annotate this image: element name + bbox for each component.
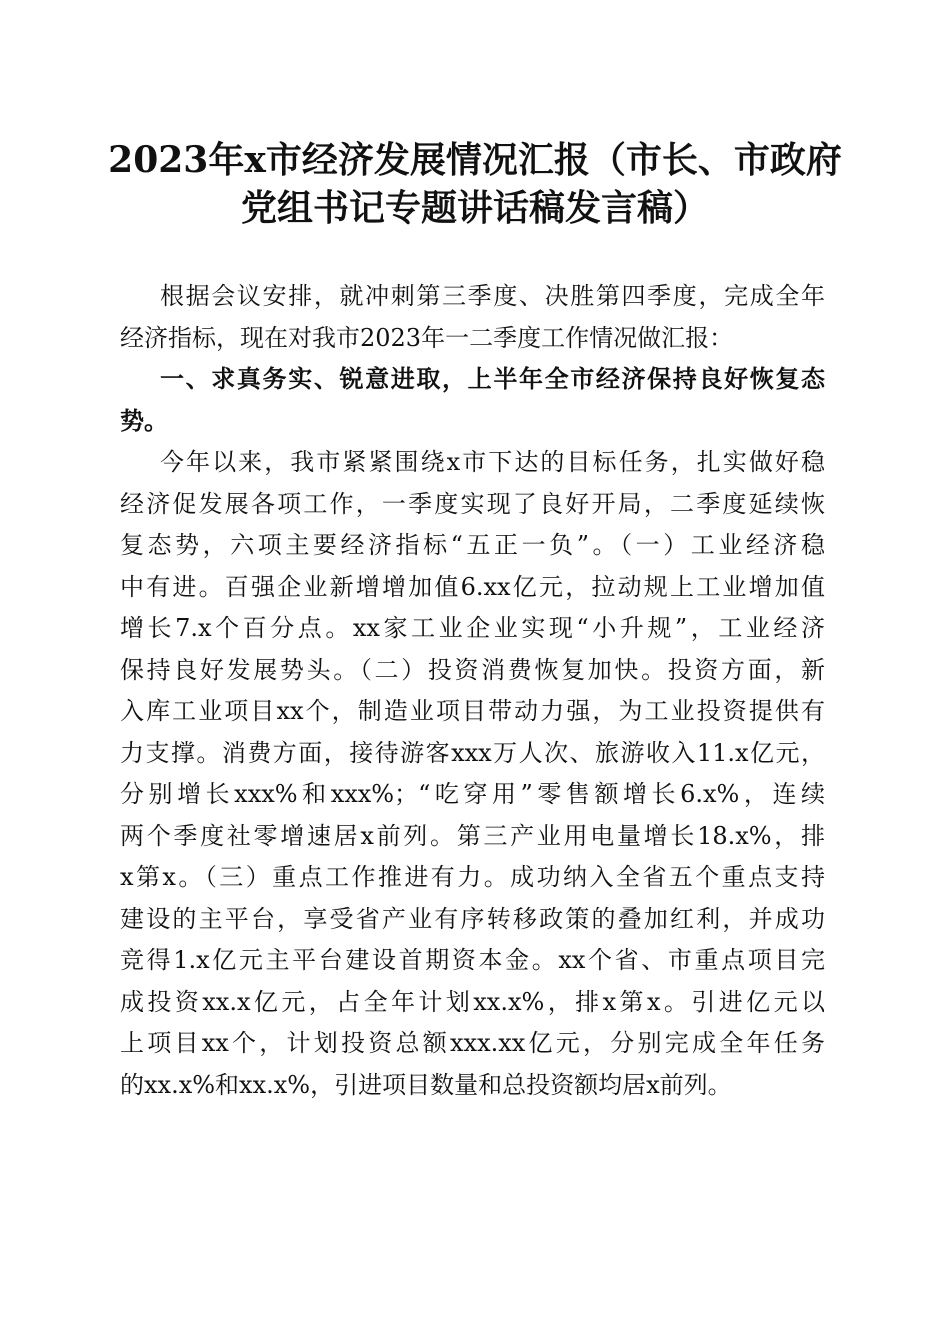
document-body bbox=[120, 276, 825, 1106]
document-title bbox=[100, 136, 850, 232]
text-line: 根据会议安排，就冲刺第三季度、决胜第四季度，完成全年 bbox=[160, 282, 825, 310]
text-line: 建设的主平台，享受省产业有序转移政策的叠加红利，并成功 bbox=[120, 904, 825, 933]
text-line: 的xx.x%和xx.x%，引进项目数量和总投资额均居x前列。 bbox=[120, 1070, 732, 1099]
paragraph-section-1 bbox=[120, 442, 825, 1106]
text-line: 成投资xx.x亿元，占全年计划xx.x%，排x第x。引进亿元以 bbox=[120, 987, 825, 1016]
text-line: 中有进。百强企业新增增加值6.xx亿元，拉动规上工业增加值 bbox=[120, 572, 825, 601]
title-line-2: 党组书记专题讲话稿发言稿） bbox=[240, 187, 709, 229]
text-line: 经济促发展各项工作，一季度实现了良好开局，二季度延续恢 bbox=[120, 489, 825, 518]
text-line: 今年以来，我市紧紧围绕x市下达的目标任务，扎实做好稳 bbox=[160, 448, 825, 476]
text-line: 保持良好发展势头。（二）投资消费恢复加快。投资方面，新 bbox=[120, 655, 825, 684]
text-line: 分别增长xxx%和xxx%；“吃穿用”零售额增长6.x%，连续 bbox=[120, 780, 825, 808]
text-line: 经济指标，现在对我市2023年一二季度工作情况做汇报： bbox=[120, 323, 734, 352]
text-line: 竞得1.x亿元主平台建设首期资本金。xx个省、市重点项目完 bbox=[120, 946, 825, 974]
heading-line: 势。 bbox=[120, 406, 168, 435]
text-line: x第x。（三）重点工作推进有力。成功纳入全省五个重点支持 bbox=[120, 863, 825, 891]
text-line: 增长7.x个百分点。xx家工业企业实现“小升规”，工业经济 bbox=[120, 614, 825, 642]
text-line: 上项目xx个，计划投资总额xxx.xx亿元，分别完成全年任务 bbox=[120, 1029, 825, 1057]
text-line: 入库工业项目xx个，制造业项目带动力强，为工业投资提供有 bbox=[120, 697, 825, 725]
section-heading-1 bbox=[120, 359, 825, 442]
heading-line: 一、求真务实、锐意进取，上半年全市经济保持良好恢复态 bbox=[160, 365, 825, 393]
title-line-1: 2023年x市经济发展情况汇报（市长、市政府 bbox=[108, 139, 842, 181]
text-line: 两个季度社零增速居x前列。第三产业用电量增长18.x%，排 bbox=[120, 821, 825, 850]
text-line: 力支撑。消费方面，接待游客xxx万人次、旅游收入11.x亿元， bbox=[120, 738, 825, 767]
paragraph-intro bbox=[120, 276, 825, 359]
text-line: 复态势，六项主要经济指标“五正一负”。（一）工业经济稳 bbox=[120, 531, 825, 559]
